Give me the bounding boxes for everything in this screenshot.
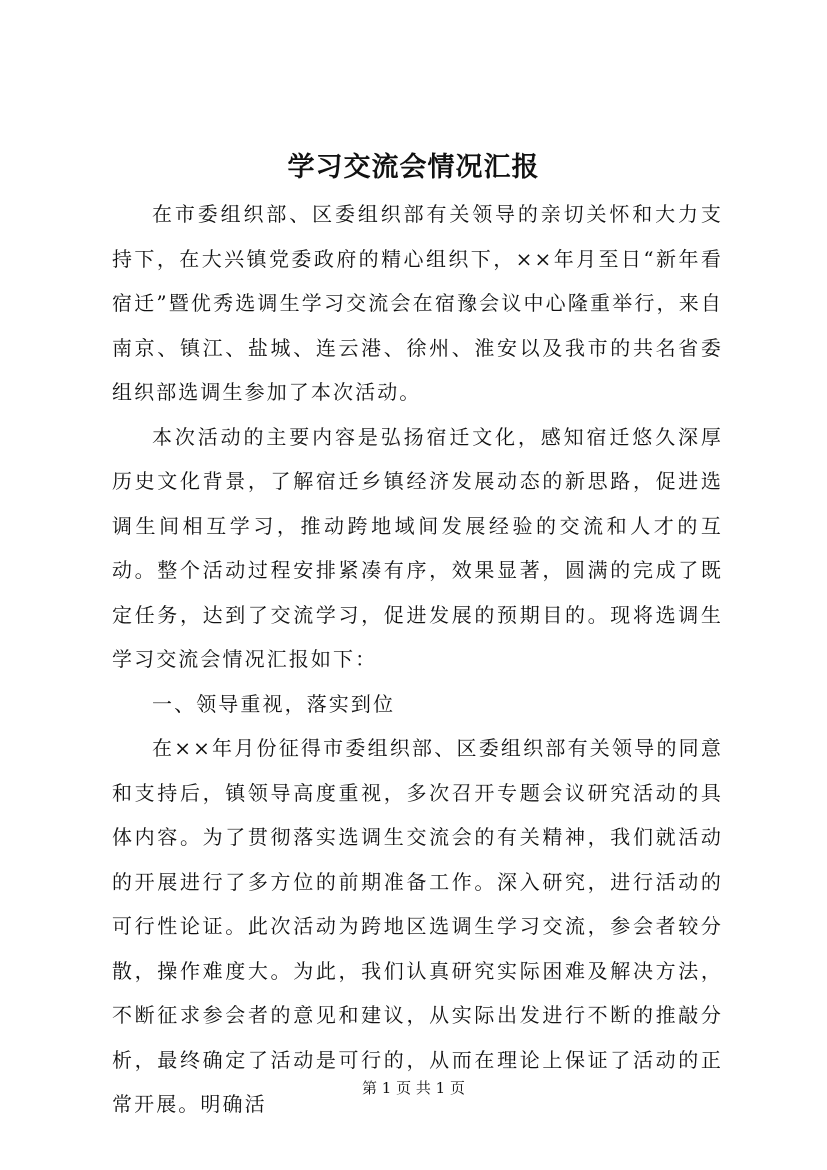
paragraph-intro: 在市委组织部、区委组织部有关领导的亲切关怀和大力支持下，在大兴镇党委政府的精心组织下，××年月至日“新年看宿迁”暨优秀选调生学习交流会在宿豫会议中心隆重举行，来自南京、镇江、盐城、连云港、徐州、淮安以及我市的共名省委组织部选调生参加了本次活动。 bbox=[112, 202, 723, 404]
document-body bbox=[112, 192, 723, 1127]
section-heading: 一、领导重视，落实到位 bbox=[152, 691, 396, 716]
paragraph-section-one: 在××年月份征得市委组织部、区委组织部有关领导的同意和支持后，镇领导高度重视，多次召开专题会议研究活动的具体内容。为了贯彻落实选调生交流会的有关精神，我们就活动的开展进行了多方位的前期准备工作。深入研究，进行活动的可行性论证。此次活动为跨地区选调生学习交流，参会者较分散，操作难度大。为此，我们认真研究实际困难及解决方法，不断征求参会者的意见和建议，从实际出发进行不断的推敲分析，最终确定了活动是可行的，从而在理论上保证了活动的正常开展。明确活 bbox=[112, 736, 723, 1116]
page-footer: 第 1 页 共 1 页 bbox=[362, 1079, 465, 1097]
paragraph-activity-content: 本次活动的主要内容是弘扬宿迁文化，感知宿迁悠久深厚历史文化背景，了解宿迁乡镇经济发展动态的新思路，促进选调生间相互学习，推动跨地域间发展经验的交流和人才的互动。整个活动过程安排紧凑有序，效果显著，圆满的完成了既定任务，达到了交流学习，促进发展的预期目的。现将选调生学习交流会情况汇报如下： bbox=[112, 424, 723, 671]
document-title: 学习交流会情况汇报 bbox=[287, 152, 540, 183]
